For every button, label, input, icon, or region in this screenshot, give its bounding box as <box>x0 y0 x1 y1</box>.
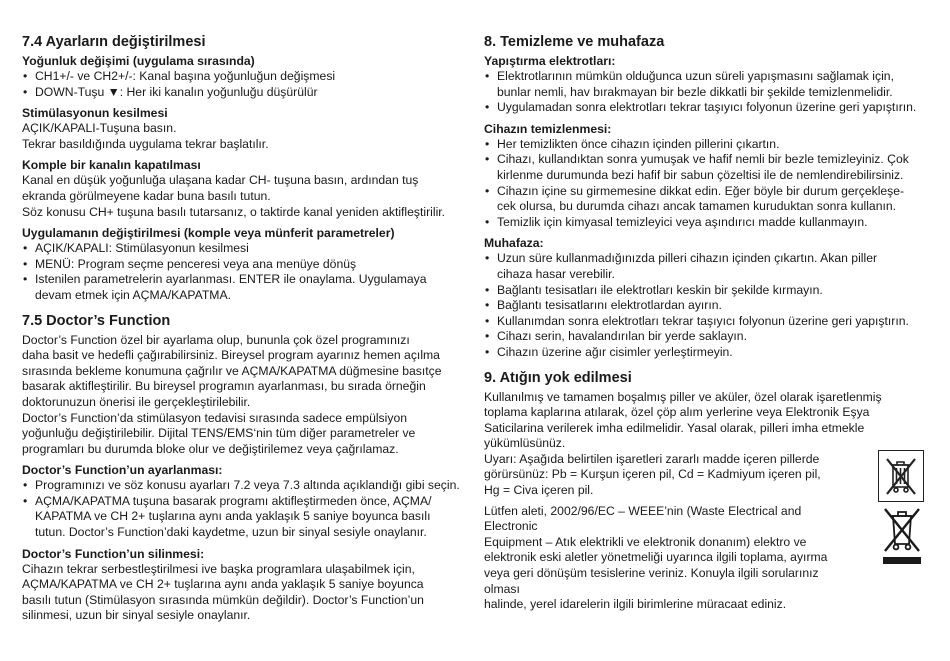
intensity-list <box>22 69 466 100</box>
list-item: • Cihazı serin, havalandırılan bir yerde saklayın. <box>484 329 930 345</box>
list-item: • CH1+/- ve CH2+/-: Kanal başına yoğunluğun değişmesi <box>22 69 466 85</box>
electrodes-heading: Yapıştırma elektrotları: <box>484 54 616 68</box>
paragraph-line: sırasında bekleme konumuna çağrılır ve AÇMA/KAPATMA düğmesine basıtçe <box>22 363 442 378</box>
storage-list <box>484 251 930 360</box>
paragraph-line: toplama kaplarına atılarak, özel çöp alım yerlerine veya Elektronik Eşya <box>484 405 870 420</box>
paragraph-line: Tekrar basıldığında uygulama tekrar başlatılır. <box>22 136 269 151</box>
device-cleaning-heading: Cihazın temizlenmesi: <box>484 121 612 136</box>
list-item: • Uygulamadan sonra elektrotları tekrar taşıyıcı folyonun üzerine geri yapıştırın. <box>484 100 930 116</box>
section-8-title: 8. Temizleme ve muhafaza <box>484 34 665 50</box>
battery-warning-block <box>484 452 930 499</box>
section-9-title: 9. Atığın yok edilmesi <box>484 369 632 386</box>
list-item: • Programınızı ve söz konusu ayarları 7.2 veya 7.3 altında açıklandığı gibi seçin. <box>22 478 466 494</box>
doctors-function-delete-heading: Doctor’s Function’un silinmesi: <box>22 546 205 561</box>
paragraph-line: ekranda görülmeyene kadar buna basılı tutun. <box>22 188 271 203</box>
list-item: • AÇIK/KAPALI: Stimülasyonun kesilmesi <box>22 241 466 257</box>
list-item: • Bağlantı tesisatları ile elektrotları keskin bir şekilde kırmayın. <box>484 283 930 299</box>
intensity-heading: Yoğunluk değişimi (uygulama sırasında) <box>22 54 255 68</box>
paragraph-line: yükümlüsünüz. <box>484 436 566 451</box>
list-item: • MENÜ: Program seçme penceresi veya ana menüye dönüş <box>22 257 466 273</box>
paragraph-line: Cihazın tekrar serbestleştirilmesi ive başka programlara ulaşabilmek için, <box>22 561 415 576</box>
weee-disposal-block <box>484 504 930 613</box>
paragraph-line: AÇIK/KAPALI-Tuşuna basın. <box>22 121 177 136</box>
paragraph-line: Saticilarina verilerek imha edilmelidir. Yasal olarak, pilleri imha etmekle <box>484 420 865 435</box>
paragraph-line: Doctor’s Function özel bir ayarlama olup, bununla çok özel programınızı <box>22 332 410 347</box>
paragraph-line: doktorunuzun önerisi ile gerçekleştirilebilir. <box>22 394 251 409</box>
list-item: • Her temizlikten önce cihazın içinden pillerini çıkartın. <box>484 137 930 153</box>
paragraph-line: basarak aktifleştirilir. Bu bireysel programın ayarlanması, bu sırada örneğin <box>22 379 426 394</box>
list-item: • Cihazın içine su girmemesine dikkat edin. Eğer böyle bir durum gerçekleşe- cek olursa, bu durumda cihazı ancak tamamen kuruduktan sonra kullanın. <box>484 184 930 215</box>
list-item: • Uzun süre kullanmadığınızda pilleri cihazın içinden çıkartın. Akan piller cihaza hasar verebilir. <box>484 251 930 282</box>
doctors-function-setup-list <box>22 478 466 540</box>
list-item: • Elektrotlarının mümkün olduğunca uzun süreli yapışmasını sağlamak için, bunlar nemli, hav bırakmayan bir bezle dikkatli bir şekilde temizlenmelidir. <box>484 69 930 100</box>
change-application-list <box>22 241 466 303</box>
section-7-4-title: 7.4 Ayarların değiştirilmesi <box>22 34 206 50</box>
section-7-5-title: 7.5 Doctor’s Function <box>22 312 171 329</box>
paragraph-line: yoğunluğu değiştirilebilir. Dijital TENS/EMS‘nin tüm diğer parametreler ve <box>22 426 416 441</box>
list-item: • Cihazın üzerine ağır cisimler yerleştirmeyin. <box>484 345 930 361</box>
list-item: • Cihazı, kullandıktan sonra yumuşak ve hafif nemli bir bezle temizleyiniz. Çok kirlenme durumunda bezi hafif bir sabun çözeltisi ile de nemlendirebilirsiniz. <box>484 152 930 183</box>
stop-heading: Stimülasyonun kesilmesi <box>22 106 168 121</box>
paragraph-line: Equipment – Atık elektrikli ve elektronik donanım) elektro ve <box>484 534 807 549</box>
storage-heading: Muhafaza: <box>484 236 544 251</box>
electrodes-list <box>484 69 930 116</box>
paragraph-line: silinmesi, uzun bir sinyal sesiyle onaylanır. <box>22 608 251 623</box>
doctors-function-setup-heading: Doctor’s Function’un ayarlanması: <box>22 463 223 478</box>
paragraph-line: Lütfen aleti, 2002/96/EC – WEEE’nin (Waste Electrical and Electronic <box>484 503 802 534</box>
right-column <box>484 33 930 613</box>
paragraph-line: Söz konusu CH+ tuşuna basılı tutarsanız, o taktirde kanal yeniden aktifleştirilir. <box>22 204 446 219</box>
paragraph-line: Kanal en düşük yoğunluğa ulaşana kadar CH- tuşuna basın, ardından tuş <box>22 173 419 188</box>
paragraph-line: elektronik eski aletler yönetmeliği uyarınca ilgili toplama, ayırma <box>484 550 828 565</box>
paragraph-line: Hg = Civa içeren pil. <box>484 483 594 498</box>
device-cleaning-list <box>484 137 930 231</box>
left-column <box>22 33 466 624</box>
list-item: • AÇMA/KAPATMA tuşuna basarak programı aktifleştirmeden önce, AÇMA/ KAPATMA ve CH 2+ tuşlarına aynı anda yaklaşık 5 saniye boyunca basılı tutun. Doctor’s Function’daki kaydetme, uzun bir sinyal sesiyle onaylanır. <box>22 494 466 541</box>
list-item: • Temizlik için kimyasal temizleyici veya aşındırıcı madde kullanmayın. <box>484 215 930 231</box>
disable-channel-heading: Komple bir kanalın kapatılması <box>22 158 201 173</box>
paragraph-line: Uyarı: Aşağıda belirtilen işaretleri zararlı madde içeren pillerde <box>484 451 820 466</box>
paragraph-line: Kullanılmış ve tamamen boşalmış piller ve aküler, özel olarak işaretlenmiş <box>484 389 882 404</box>
paragraph-line: Doctor’s Function’da stimülasyon tedavisi sırasında sadece empülsiyon <box>22 410 408 425</box>
list-item: • Istenilen parametrelerin ayarlanması. ENTER ile onaylama. Uygulamaya devam etmek için AÇMA/KAPATMA. <box>22 272 466 303</box>
paragraph-line: veya geri dönüşüm tesislerine veriniz. Konuyla ilgili sorularınız olması <box>484 566 819 596</box>
paragraph-line: görürsünüz: Pb = Kurşun içeren pil, Cd = Kadmiyum içeren pil, <box>484 467 821 482</box>
paragraph-line: basılı tutun (Stimülasyon sırasında mümkün değildir). Doctor’s Function’un <box>22 592 424 607</box>
paragraph-line: daha basit ve hedefli çağırabilirsiniz. Bireysel program ayarınız hemen açılma <box>22 348 440 363</box>
weee-crossed-out-bin-icon <box>880 504 924 566</box>
list-item: • Bağlantı tesisatlarını elektrotlardan ayırın. <box>484 298 930 314</box>
paragraph-line: programları bu durumda bloke olur ve değiştirilemez veya çağrılamaz. <box>22 441 399 456</box>
paragraph-line: halinde, yerel idarelerin ilgili birimlerine müracaat ediniz. <box>484 597 787 612</box>
crossed-out-bin-battery-icon <box>878 450 924 502</box>
change-application-heading: Uygulamanın değiştirilmesi (komple veya münferit parametreler) <box>22 226 395 241</box>
paragraph-line: AÇMA/KAPATMA ve CH 2+ tuşlarına aynı anda yaklaşık 5 saniye boyunca <box>22 577 424 592</box>
list-item: • Kullanımdan sonra elektrotları tekrar taşıyıcı folyonun üzerine geri yapıştırın. <box>484 314 930 330</box>
list-item: • DOWN-Tuşu ▼: Her iki kanalın yoğunluğu düşürülür <box>22 85 466 101</box>
